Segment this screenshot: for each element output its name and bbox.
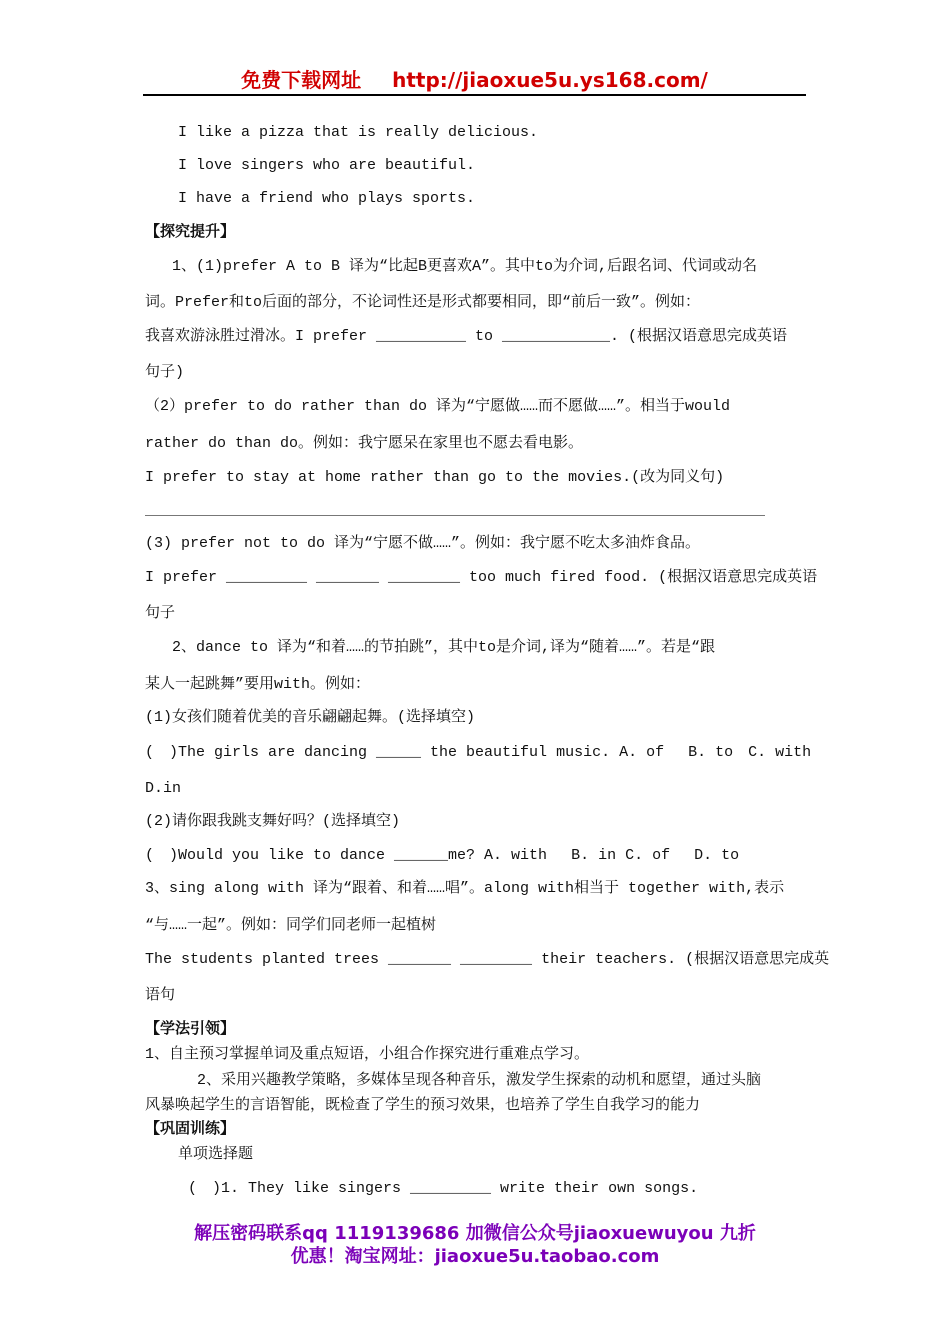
header-url-link[interactable]: http://jiaoxue5u.ys168.com/: [392, 68, 708, 92]
paragraph-line: 1、(1)prefer A to B 译为“比起B更喜欢A”。其中to为介词,后跟名词、代词或动名: [172, 258, 758, 275]
footer-line-1: 解压密码联系qq 1119139686 加微信公众号jiaoxuewuyou 九折: [194, 1223, 756, 1244]
paragraph-line: （2）prefer to do rather than do 译为“宁愿做……而不愿做……”。相当于would: [145, 398, 731, 415]
paragraph-line: 1、自主预习掌握单词及重点短语，小组合作探究进行重难点学习。: [145, 1046, 590, 1063]
question-line: ( )1. They like singers _________ write their own songs.: [188, 1180, 699, 1197]
section-heading-explore: 【探究提升】: [145, 224, 236, 241]
example-sentence-2: I love singers who are beautiful.: [178, 157, 476, 174]
paragraph-line: 2、采用兴趣教学策略，多媒体呈现各种音乐，激发学生探索的动机和愿望，通过头脑: [197, 1072, 762, 1089]
paragraph-line: 词。Prefer和to后面的部分，不论词性还是形式都要相同，即“前后一致”。例如：: [145, 294, 701, 311]
example-sentence-3: I have a friend who plays sports.: [178, 190, 476, 207]
paragraph-line: “与……一起”。例如：同学们同老师一起植树: [145, 917, 437, 934]
paragraph-line: 某人一起跳舞”要用with。例如：: [145, 676, 371, 693]
section-heading-practice: 【巩固训练】: [145, 1121, 236, 1138]
paragraph-line: 2、dance to 译为“和着……的节拍跳”，其中to是介词,译为“随着……”。若是“跟: [172, 639, 716, 656]
example-sentence-1: I like a pizza that is really delicious.: [178, 124, 539, 141]
question-line: ( )Would you like to dance ______me? A. with B. in C. of D. to: [145, 847, 740, 864]
header-site-name: 免费下载网址: [241, 68, 362, 92]
footer-line-2: 优惠！淘宝网址：jiaoxue5u.taobao.com: [290, 1246, 660, 1267]
exercise-line: I prefer to stay at home rather than go to the movies.(改为同义句): [145, 469, 725, 486]
page-header: [143, 64, 806, 96]
exercise-line: 我喜欢游泳胜过滑冰。I prefer __________ to ____________. (根据汉语意思完成英语: [145, 328, 788, 345]
subheading-single-choice: 单项选择题: [178, 1146, 254, 1163]
exercise-line: The students planted trees _______ ________ their teachers. (根据汉语意思完成英: [145, 951, 830, 968]
exercise-line: I prefer _________ _______ ________ too much fired food. (根据汉语意思完成英语: [145, 569, 818, 586]
answer-blank-line: [145, 515, 765, 516]
question-line: ( )The girls are dancing _____ the beautiful music. A. of B. to C. with: [145, 744, 812, 761]
paragraph-line: 句子: [145, 605, 176, 622]
paragraph-line: 句子): [145, 364, 185, 381]
paragraph-line: 3、sing along with 译为“跟着、和着……唱”。along with相当于 together with,表示: [145, 880, 785, 897]
paragraph-line: rather do than do。例如：我宁愿呆在家里也不愿去看电影。: [145, 435, 584, 452]
paragraph-line: 风暴唤起学生的言语智能，既检查了学生的预习效果，也培养了学生自我学习的能力: [145, 1097, 701, 1114]
paragraph-line: 语句: [145, 987, 176, 1004]
paragraph-line: (3) prefer not to do 译为“宁愿不做……”。例如：我宁愿不吃太多油炸食品。: [145, 535, 701, 552]
question-line: (1)女孩们随着优美的音乐翩翩起舞。(选择填空): [145, 709, 476, 726]
question-line: (2)请你跟我跳支舞好吗？(选择填空): [145, 813, 401, 830]
section-heading-method: 【学法引领】: [145, 1021, 236, 1038]
question-line: D.in: [145, 780, 182, 797]
